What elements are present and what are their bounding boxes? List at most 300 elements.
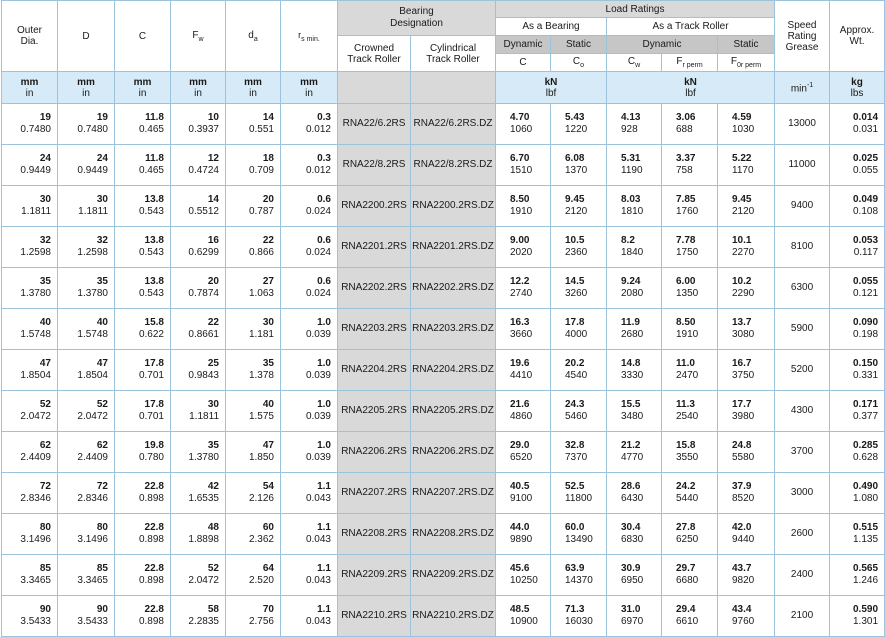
cell-cw bbox=[607, 514, 662, 555]
cell-d bbox=[58, 145, 115, 186]
header-dynamic: Dynamic bbox=[496, 36, 551, 54]
cell-da-imperial: 0.866 bbox=[248, 247, 274, 258]
cell-c-metric: 15.8 bbox=[144, 317, 164, 328]
cell-sta bbox=[551, 391, 607, 432]
cell-fw-metric: 20 bbox=[207, 276, 219, 287]
cell-fw bbox=[171, 145, 226, 186]
unit-mm: mm bbox=[77, 76, 95, 88]
cell-c-imperial: 0.898 bbox=[138, 534, 164, 545]
cell-outer bbox=[2, 432, 58, 473]
cell-fw bbox=[171, 473, 226, 514]
cell-da bbox=[226, 596, 281, 637]
cell-cw-metric: 31.0 bbox=[621, 604, 641, 615]
cell-outer bbox=[2, 309, 58, 350]
cell-cw bbox=[607, 145, 662, 186]
table-row bbox=[2, 309, 885, 350]
cell-outer-imperial: 2.0472 bbox=[20, 411, 51, 422]
cell-wt bbox=[830, 104, 885, 145]
unit-d bbox=[58, 72, 115, 104]
cell-da-imperial: 0.551 bbox=[248, 124, 274, 135]
cell-rs bbox=[281, 514, 338, 555]
cell-sta-imperial: 11800 bbox=[565, 493, 593, 504]
cell-cw bbox=[607, 186, 662, 227]
cell-dyn bbox=[496, 268, 551, 309]
cell-fr bbox=[662, 473, 718, 514]
cell-c-metric: 13.8 bbox=[144, 194, 164, 205]
bearing-spec-table bbox=[1, 0, 885, 637]
cell-outer-imperial: 0.7480 bbox=[20, 124, 51, 135]
cell-rs-imperial: 0.012 bbox=[305, 124, 331, 135]
cell-sta-metric: 6.08 bbox=[565, 153, 585, 164]
cell-dyn bbox=[496, 309, 551, 350]
cell-c-metric: 22.8 bbox=[144, 481, 164, 492]
cell-dyn-metric: 12.2 bbox=[510, 276, 530, 287]
cell-wt-metric: 0.490 bbox=[852, 481, 879, 492]
cell-fr-imperial: 758 bbox=[676, 165, 693, 176]
cell-crowned: RNA2207.2RS bbox=[338, 473, 411, 514]
cell-fw-metric: 12 bbox=[207, 153, 219, 164]
cell-d-imperial: 3.5433 bbox=[77, 616, 108, 627]
unit-min: min bbox=[790, 83, 807, 95]
cell-crowned: RNA2202.2RS bbox=[338, 268, 411, 309]
cell-dyn-imperial: 4860 bbox=[510, 411, 533, 422]
cell-crowned: RNA2206.2RS bbox=[338, 432, 411, 473]
cell-dyn-imperial: 6520 bbox=[510, 452, 533, 463]
cell-c bbox=[115, 473, 171, 514]
cell-rs-imperial: 0.039 bbox=[305, 452, 331, 463]
cell-cyl: RNA2207.2RS.DZ bbox=[411, 473, 496, 514]
table-row bbox=[2, 350, 885, 391]
cell-sta bbox=[551, 268, 607, 309]
cell-da-metric: 35 bbox=[262, 358, 274, 369]
cell-fr bbox=[662, 268, 718, 309]
cell-da-metric: 14 bbox=[262, 112, 274, 123]
cell-sta-imperial: 4540 bbox=[565, 370, 588, 381]
cell-fr bbox=[662, 555, 718, 596]
cell-sta-metric: 63.9 bbox=[565, 563, 585, 574]
cell-for bbox=[718, 596, 775, 637]
cell-for bbox=[718, 432, 775, 473]
cell-outer-metric: 52 bbox=[39, 399, 51, 410]
cell-wt-metric: 0.150 bbox=[852, 358, 879, 369]
cell-cw-metric: 11.9 bbox=[621, 317, 640, 328]
cell-fw bbox=[171, 514, 226, 555]
cell-for-metric: 10.1 bbox=[732, 235, 752, 246]
cell-fr-metric: 29.7 bbox=[676, 563, 696, 574]
cell-rs-imperial: 0.024 bbox=[305, 247, 331, 258]
cell-for bbox=[718, 350, 775, 391]
cell-for-imperial: 2270 bbox=[732, 247, 755, 258]
cell-dyn-imperial: 3660 bbox=[510, 329, 533, 340]
unit-rs bbox=[281, 72, 338, 104]
cell-d bbox=[58, 514, 115, 555]
cell-for-metric: 4.59 bbox=[732, 112, 752, 123]
cell-wt-metric: 0.565 bbox=[852, 563, 879, 574]
table-row bbox=[2, 555, 885, 596]
cell-dyn-imperial: 10250 bbox=[510, 575, 538, 586]
cell-da bbox=[226, 145, 281, 186]
cell-dyn bbox=[496, 473, 551, 514]
cell-wt-metric: 0.053 bbox=[852, 235, 879, 246]
cell-cw-metric: 15.5 bbox=[621, 399, 641, 410]
cell-outer bbox=[2, 268, 58, 309]
cell-crowned: RNA2201.2RS bbox=[338, 227, 411, 268]
cell-dyn-metric: 48.5 bbox=[510, 604, 530, 615]
table-row bbox=[2, 596, 885, 637]
cell-fr-imperial: 1910 bbox=[676, 329, 699, 340]
cell-fr-metric: 24.2 bbox=[676, 481, 696, 492]
cell-fr-imperial: 6250 bbox=[676, 534, 699, 545]
cell-outer-metric: 19 bbox=[39, 112, 51, 123]
table-row bbox=[2, 145, 885, 186]
header-col-c: C bbox=[496, 54, 551, 72]
cell-sta-imperial: 14370 bbox=[565, 575, 593, 586]
cell-for bbox=[718, 227, 775, 268]
cell-da-imperial: 1.063 bbox=[248, 288, 274, 299]
cell-cyl: RNA22/8.2RS.DZ bbox=[411, 145, 496, 186]
cell-rs-metric: 1.0 bbox=[317, 358, 331, 369]
cell-for-imperial: 2290 bbox=[732, 288, 755, 299]
cell-d bbox=[58, 473, 115, 514]
table-row bbox=[2, 186, 885, 227]
cell-fr-imperial: 688 bbox=[676, 124, 693, 135]
cell-c bbox=[115, 104, 171, 145]
cell-fw-metric: 22 bbox=[207, 317, 219, 328]
cell-c bbox=[115, 227, 171, 268]
cell-cw-metric: 21.2 bbox=[621, 440, 641, 451]
cell-outer-metric: 62 bbox=[39, 440, 51, 451]
cell-dyn-metric: 44.0 bbox=[510, 522, 530, 533]
cell-dyn-metric: 40.5 bbox=[510, 481, 530, 492]
cell-fw bbox=[171, 104, 226, 145]
cell-fr-imperial: 6680 bbox=[676, 575, 699, 586]
cell-wt bbox=[830, 309, 885, 350]
cell-da-metric: 30 bbox=[262, 317, 274, 328]
cell-rs bbox=[281, 227, 338, 268]
cell-da bbox=[226, 227, 281, 268]
cell-da-imperial: 1.378 bbox=[248, 370, 274, 381]
header-cylindrical: Cylindrical Track Roller bbox=[411, 36, 496, 72]
cell-cw-metric: 9.24 bbox=[621, 276, 641, 287]
cell-fw bbox=[171, 268, 226, 309]
cell-da bbox=[226, 391, 281, 432]
cell-d-imperial: 1.2598 bbox=[77, 247, 108, 258]
cell-rs-imperial: 0.024 bbox=[305, 288, 331, 299]
cell-outer-metric: 35 bbox=[39, 276, 51, 287]
cell-outer-imperial: 1.1811 bbox=[21, 206, 51, 217]
cell-fr-imperial: 2470 bbox=[676, 370, 699, 381]
cell-fw-metric: 30 bbox=[207, 399, 219, 410]
cell-rs bbox=[281, 473, 338, 514]
cell-da-imperial: 0.709 bbox=[248, 165, 274, 176]
cell-dyn-imperial: 1060 bbox=[510, 124, 533, 135]
cell-speed: 3700 bbox=[775, 432, 830, 473]
header-col-cw bbox=[607, 54, 662, 72]
cell-dyn-metric: 6.70 bbox=[510, 153, 530, 164]
cell-da-metric: 22 bbox=[262, 235, 274, 246]
table-row bbox=[2, 432, 885, 473]
cell-for-imperial: 2120 bbox=[732, 206, 755, 217]
unit-crowned bbox=[338, 72, 411, 104]
cell-speed: 2400 bbox=[775, 555, 830, 596]
cell-c bbox=[115, 514, 171, 555]
cell-cw-imperial: 2680 bbox=[621, 329, 644, 340]
table-row bbox=[2, 391, 885, 432]
cell-speed: 13000 bbox=[775, 104, 830, 145]
cell-d-imperial: 1.8504 bbox=[77, 370, 108, 381]
cell-c bbox=[115, 596, 171, 637]
cell-cw-imperial: 3480 bbox=[621, 411, 644, 422]
cell-d-metric: 47 bbox=[96, 358, 108, 369]
cell-cw-imperial: 928 bbox=[621, 124, 638, 135]
header-outer-dia: Outer Dia. bbox=[2, 1, 58, 72]
cell-dyn-imperial: 9890 bbox=[510, 534, 533, 545]
cell-cyl: RNA2206.2RS.DZ bbox=[411, 432, 496, 473]
cell-cw-imperial: 4770 bbox=[621, 452, 644, 463]
cell-rs-metric: 1.1 bbox=[317, 563, 331, 574]
cell-for bbox=[718, 186, 775, 227]
cell-wt-metric: 0.171 bbox=[852, 399, 879, 410]
cell-c-metric: 11.8 bbox=[145, 153, 164, 164]
cell-cw bbox=[607, 473, 662, 514]
cell-fw-imperial: 0.7874 bbox=[188, 288, 219, 299]
cell-for-imperial: 9820 bbox=[732, 575, 755, 586]
cell-for-imperial: 9440 bbox=[732, 534, 755, 545]
unit-kn: kN bbox=[684, 76, 697, 88]
cell-rs-imperial: 0.043 bbox=[305, 616, 331, 627]
cell-dyn-imperial: 2020 bbox=[510, 247, 533, 258]
cell-d-metric: 24 bbox=[96, 153, 108, 164]
cell-cw bbox=[607, 309, 662, 350]
cell-dyn-imperial: 9100 bbox=[510, 493, 533, 504]
unit-weight bbox=[830, 72, 885, 104]
cell-da-imperial: 2.362 bbox=[248, 534, 274, 545]
cell-for-metric: 43.4 bbox=[732, 604, 752, 615]
cell-sta-metric: 20.2 bbox=[565, 358, 585, 369]
cell-wt-imperial: 0.331 bbox=[852, 370, 879, 381]
cell-crowned: RNA22/6.2RS bbox=[338, 104, 411, 145]
cell-fr-metric: 15.8 bbox=[676, 440, 696, 451]
cell-fr-metric: 3.06 bbox=[676, 112, 696, 123]
cell-rs bbox=[281, 391, 338, 432]
cell-sta-metric: 24.3 bbox=[565, 399, 585, 410]
cell-rs bbox=[281, 268, 338, 309]
cell-d bbox=[58, 268, 115, 309]
cell-c-imperial: 0.898 bbox=[138, 575, 164, 586]
unit-lbs: lbs bbox=[850, 87, 864, 99]
cell-fw bbox=[171, 555, 226, 596]
cell-rs-metric: 1.1 bbox=[317, 481, 331, 492]
header-dynamic-track: Dynamic bbox=[607, 36, 718, 54]
cell-dyn-metric: 16.3 bbox=[510, 317, 530, 328]
cell-wt bbox=[830, 227, 885, 268]
cell-fw bbox=[171, 227, 226, 268]
cell-wt-metric: 0.285 bbox=[852, 440, 879, 451]
cell-cyl: RNA2201.2RS.DZ bbox=[411, 227, 496, 268]
cell-sta-metric: 71.3 bbox=[565, 604, 585, 615]
cell-c bbox=[115, 555, 171, 596]
header-da-letter: d bbox=[248, 29, 254, 41]
cell-rs-metric: 1.1 bbox=[317, 604, 331, 615]
cell-fr-imperial: 6610 bbox=[676, 616, 699, 627]
cell-sta-metric: 32.8 bbox=[565, 440, 585, 451]
cell-cw bbox=[607, 104, 662, 145]
cell-da-metric: 70 bbox=[262, 604, 274, 615]
cell-fw bbox=[171, 596, 226, 637]
cell-dyn bbox=[496, 227, 551, 268]
header-load-ratings: Load Ratings bbox=[496, 1, 775, 18]
cell-outer-metric: 72 bbox=[39, 481, 51, 492]
cell-sta bbox=[551, 227, 607, 268]
cell-d bbox=[58, 350, 115, 391]
cell-outer bbox=[2, 186, 58, 227]
cell-d-metric: 35 bbox=[96, 276, 108, 287]
cell-wt bbox=[830, 186, 885, 227]
cell-cw-imperial: 6950 bbox=[621, 575, 644, 586]
cell-d-imperial: 1.5748 bbox=[77, 329, 108, 340]
cell-outer bbox=[2, 104, 58, 145]
cell-wt-imperial: 0.377 bbox=[852, 411, 879, 422]
cell-c bbox=[115, 186, 171, 227]
cell-fw-imperial: 0.8661 bbox=[188, 329, 219, 340]
cell-rs bbox=[281, 309, 338, 350]
cell-wt bbox=[830, 473, 885, 514]
cell-c bbox=[115, 391, 171, 432]
table-row bbox=[2, 227, 885, 268]
cell-wt bbox=[830, 145, 885, 186]
header-col-for bbox=[718, 54, 775, 72]
cell-outer-metric: 90 bbox=[39, 604, 51, 615]
cell-for bbox=[718, 473, 775, 514]
cell-fr-metric: 6.00 bbox=[676, 276, 696, 287]
cell-d-metric: 85 bbox=[96, 563, 108, 574]
unit-c bbox=[115, 72, 171, 104]
cell-fr bbox=[662, 186, 718, 227]
cell-wt-imperial: 1.135 bbox=[852, 534, 879, 545]
cell-da bbox=[226, 432, 281, 473]
cell-wt bbox=[830, 268, 885, 309]
cell-for bbox=[718, 391, 775, 432]
header-col-co bbox=[551, 54, 607, 72]
unit-in: in bbox=[82, 87, 90, 99]
cell-outer-metric: 85 bbox=[39, 563, 51, 574]
cell-sta bbox=[551, 432, 607, 473]
cell-wt-imperial: 1.080 bbox=[852, 493, 879, 504]
cell-fr-imperial: 3550 bbox=[676, 452, 699, 463]
cell-crowned: RNA2209.2RS bbox=[338, 555, 411, 596]
header-rs bbox=[281, 1, 338, 72]
cell-sta bbox=[551, 596, 607, 637]
cell-fw-imperial: 0.5512 bbox=[188, 206, 219, 217]
header-weight: Approx. Wt. bbox=[830, 1, 885, 72]
cell-c-metric: 22.8 bbox=[144, 522, 164, 533]
cell-rs bbox=[281, 432, 338, 473]
cell-outer-imperial: 3.3465 bbox=[20, 575, 51, 586]
cell-for-metric: 10.2 bbox=[732, 276, 752, 287]
header-col-for-sub: 0r perm bbox=[737, 62, 762, 69]
cell-rs-imperial: 0.024 bbox=[305, 206, 331, 217]
cell-c-metric: 11.8 bbox=[145, 112, 164, 123]
cell-outer-imperial: 2.4409 bbox=[20, 452, 51, 463]
cell-wt-imperial: 1.246 bbox=[852, 575, 879, 586]
cell-cyl: RNA2208.2RS.DZ bbox=[411, 514, 496, 555]
header-static: Static bbox=[551, 36, 607, 54]
cell-rs bbox=[281, 596, 338, 637]
cell-da-imperial: 0.787 bbox=[248, 206, 274, 217]
cell-sta bbox=[551, 145, 607, 186]
cell-da bbox=[226, 514, 281, 555]
header-col-fr-letter: F bbox=[676, 56, 683, 67]
cell-speed: 3000 bbox=[775, 473, 830, 514]
cell-da-metric: 60 bbox=[262, 522, 274, 533]
cell-for-imperial: 8520 bbox=[732, 493, 755, 504]
cell-sta-imperial: 7370 bbox=[565, 452, 588, 463]
unit-fw bbox=[171, 72, 226, 104]
header-as-bearing: As a Bearing bbox=[496, 18, 607, 36]
cell-d-metric: 72 bbox=[96, 481, 108, 492]
cell-fr-imperial: 1760 bbox=[676, 206, 699, 217]
cell-da-metric: 54 bbox=[262, 481, 274, 492]
cell-fw-metric: 35 bbox=[207, 440, 219, 451]
header-bearing-designation: Bearing Designation bbox=[338, 1, 496, 36]
cell-d-metric: 32 bbox=[96, 235, 108, 246]
cell-c bbox=[115, 432, 171, 473]
cell-rs-metric: 1.1 bbox=[317, 522, 331, 533]
cell-wt-metric: 0.090 bbox=[852, 317, 879, 328]
cell-sta bbox=[551, 514, 607, 555]
cell-fw-metric: 42 bbox=[207, 481, 219, 492]
cell-cw bbox=[607, 555, 662, 596]
cell-cw-imperial: 1840 bbox=[621, 247, 644, 258]
cell-cw bbox=[607, 596, 662, 637]
cell-wt-imperial: 0.121 bbox=[852, 288, 879, 299]
cell-speed: 5900 bbox=[775, 309, 830, 350]
cell-dyn bbox=[496, 514, 551, 555]
cell-rs-imperial: 0.043 bbox=[305, 575, 331, 586]
cell-for bbox=[718, 514, 775, 555]
header-rs-sub: s min. bbox=[301, 35, 320, 43]
cell-dyn-metric: 19.6 bbox=[510, 358, 530, 369]
cell-fr-imperial: 2540 bbox=[676, 411, 699, 422]
cell-da-metric: 20 bbox=[262, 194, 274, 205]
cell-sta-metric: 52.5 bbox=[565, 481, 585, 492]
cell-crowned: RNA2208.2RS bbox=[338, 514, 411, 555]
cell-cyl: RNA2209.2RS.DZ bbox=[411, 555, 496, 596]
cell-fw-imperial: 0.4724 bbox=[188, 165, 219, 176]
cell-fw-imperial: 2.0472 bbox=[188, 575, 219, 586]
header-rs-letter: r bbox=[298, 29, 302, 40]
header-col-co-sub: o bbox=[580, 62, 585, 69]
cell-fr-imperial: 5440 bbox=[676, 493, 699, 504]
cell-dyn-imperial: 4410 bbox=[510, 370, 533, 381]
cell-for bbox=[718, 268, 775, 309]
cell-fw-metric: 14 bbox=[207, 194, 219, 205]
cell-crowned: RNA22/8.2RS bbox=[338, 145, 411, 186]
cell-fw-metric: 52 bbox=[207, 563, 219, 574]
cell-fr bbox=[662, 350, 718, 391]
cell-dyn bbox=[496, 391, 551, 432]
unit-in: in bbox=[194, 87, 202, 99]
cell-outer bbox=[2, 596, 58, 637]
cell-d-imperial: 3.1496 bbox=[77, 534, 108, 545]
cell-c bbox=[115, 350, 171, 391]
cell-wt-imperial: 0.031 bbox=[852, 124, 879, 135]
cell-d bbox=[58, 104, 115, 145]
cell-wt-metric: 0.055 bbox=[852, 276, 879, 287]
cell-rs bbox=[281, 186, 338, 227]
cell-fw-imperial: 0.6299 bbox=[188, 247, 219, 258]
cell-fr-imperial: 1750 bbox=[676, 247, 699, 258]
